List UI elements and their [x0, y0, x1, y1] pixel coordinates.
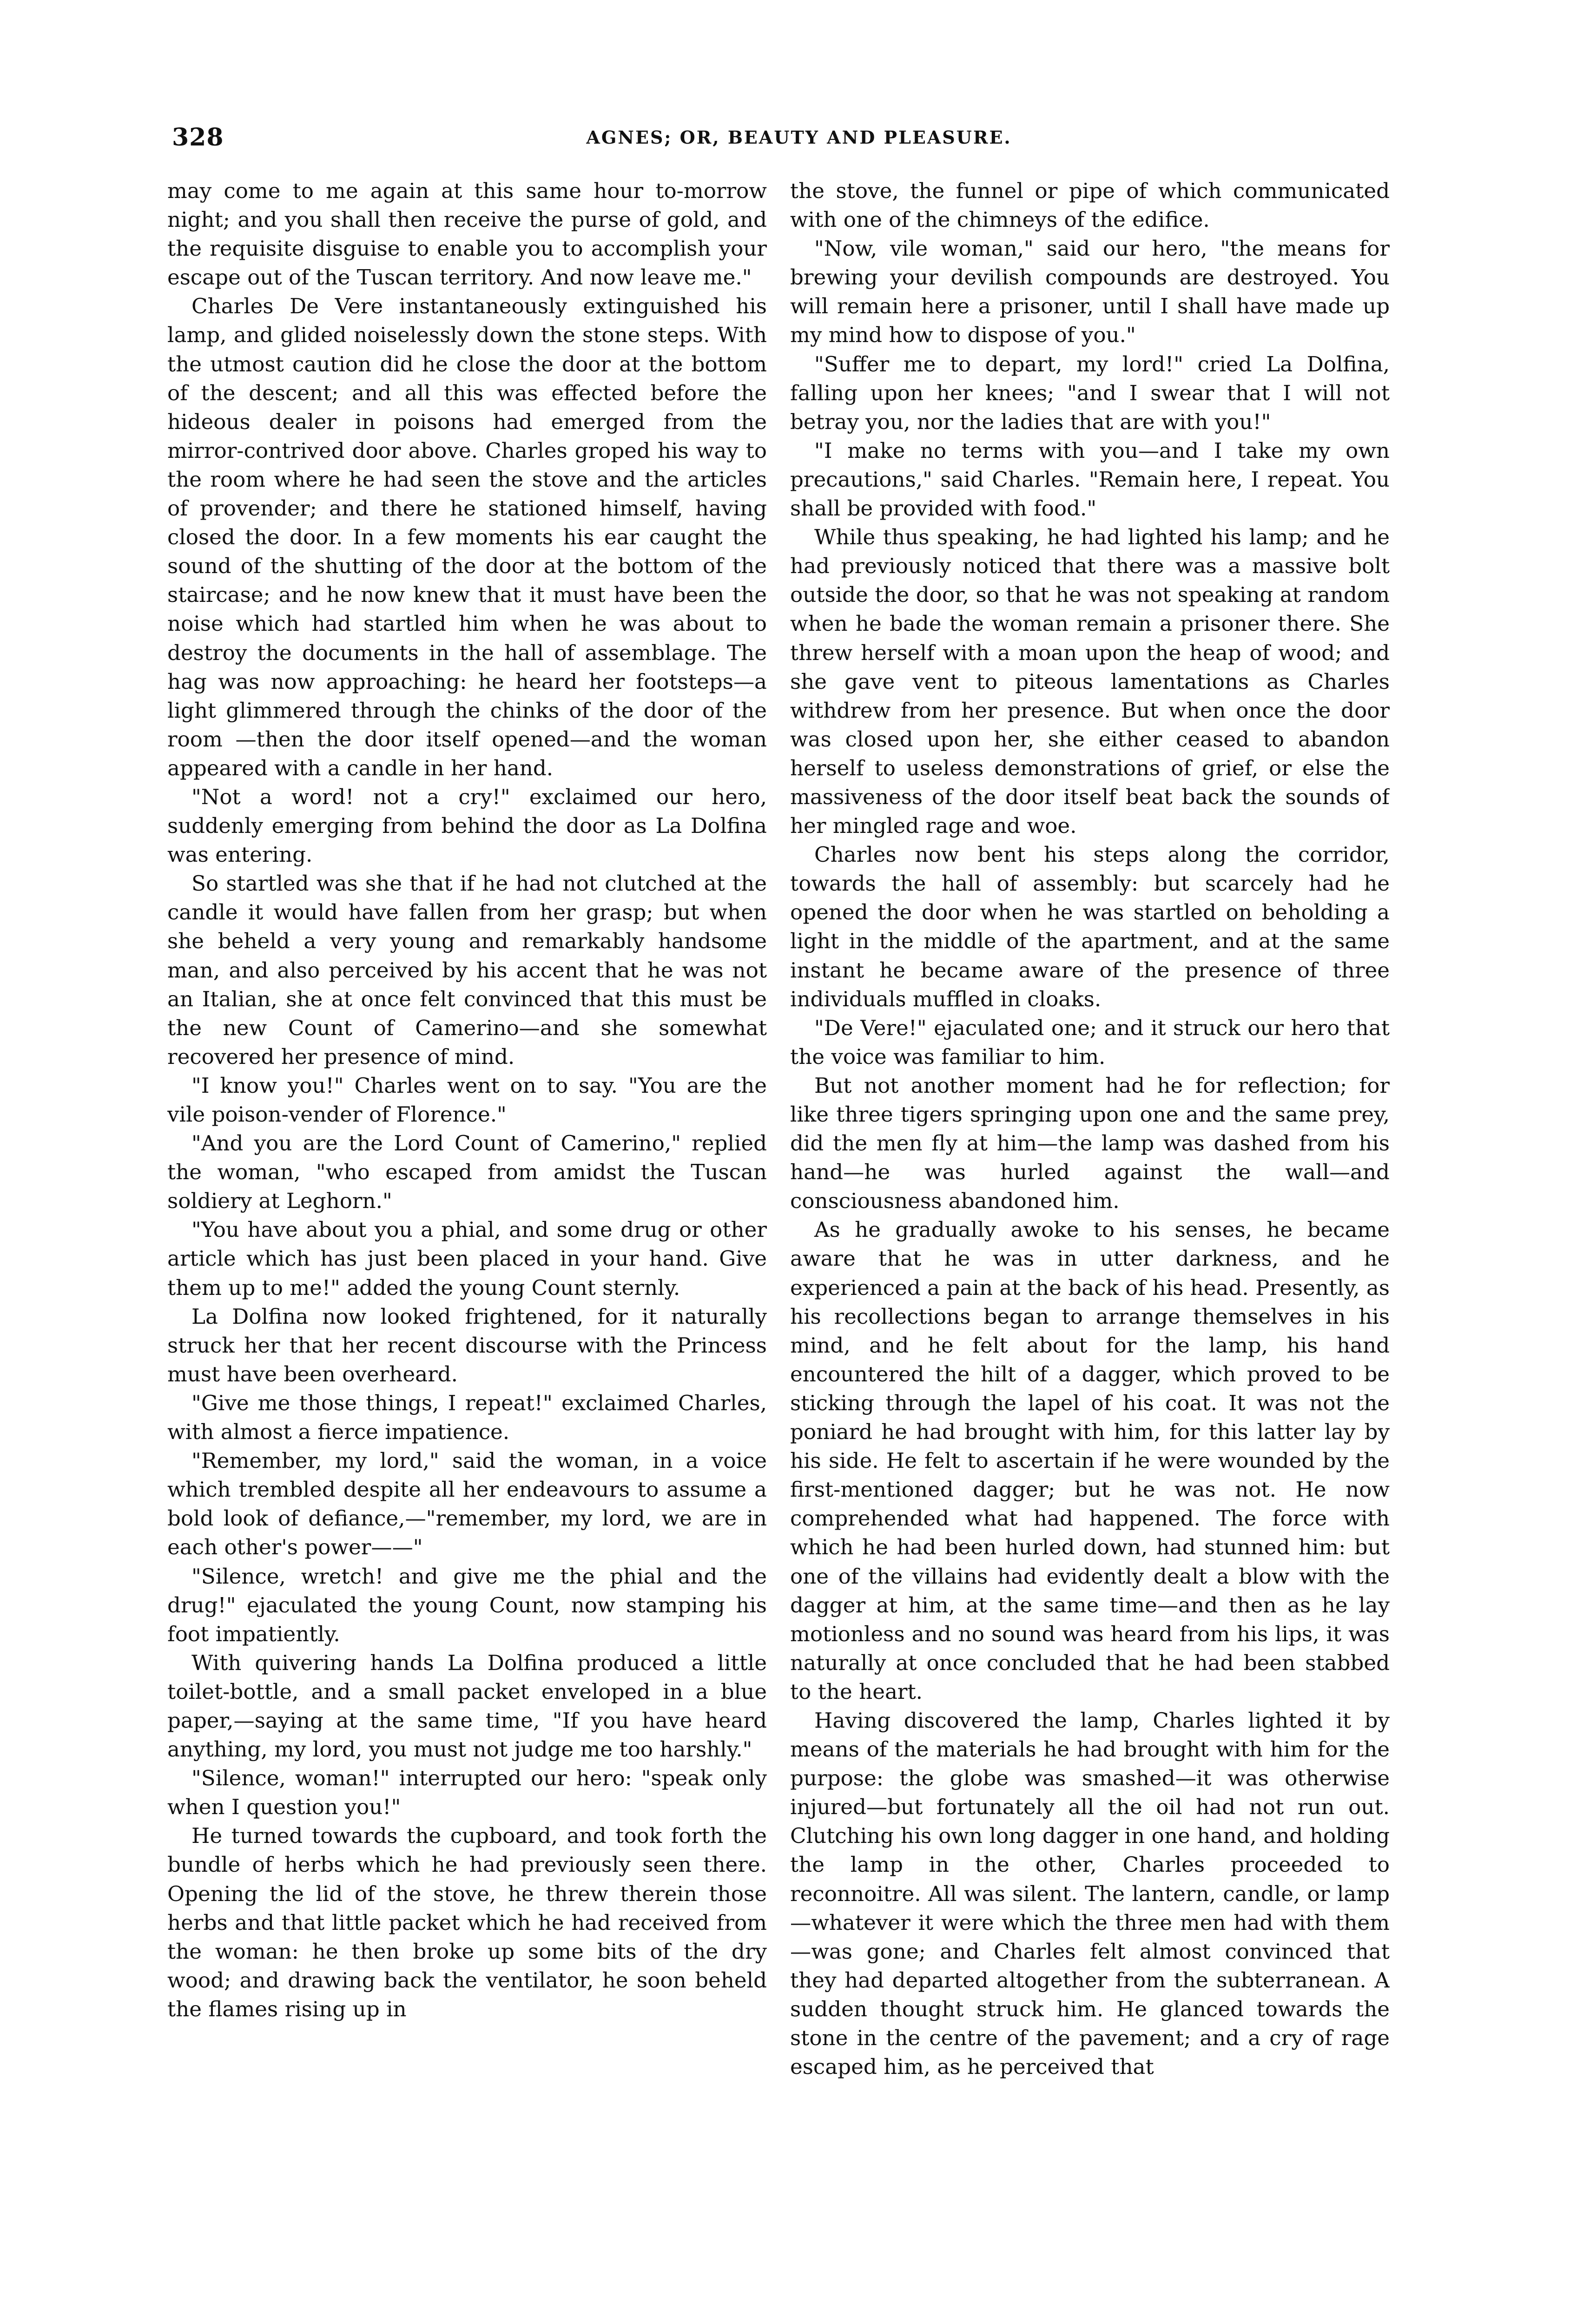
- paragraph: "I make no terms with you—and I take my own precautions," said Charles. "Remain here, I repeat. You shall be provided with food.": [790, 438, 1390, 521]
- paragraph: "Silence, wretch! and give me the phial and the drug!" ejaculated the young Count, now stamping his foot impatiently.: [167, 1564, 767, 1646]
- paragraph: "You have about you a phial, and some drug or other article which has just been placed in your hand. Give them up to me!" added the young Count sternly.: [167, 1217, 767, 1300]
- paragraph: "Not a word! not a cry!" exclaimed our hero, suddenly emerging from behind the door as La Dolfina was entering.: [167, 784, 767, 867]
- paragraph: "And you are the Lord Count of Camerino," replied the woman, "who escaped from amidst the Tuscan soldiery at Leghorn.": [167, 1131, 767, 1214]
- right-column: [790, 177, 1390, 2315]
- paragraph: "I know you!" Charles went on to say. "You are the vile poison-vender of Florence.": [167, 1073, 767, 1127]
- paragraph: While thus speaking, he had lighted his lamp; and he had previously noticed that there was a massive bolt outside the door, so that he was not speaking at random when he bade the woman remain a prisoner there. She threw herself with a moan upon the heap of wood; and she gave vent to piteous lamentations as Charles withdrew from her presence. But when once the door was closed upon her, she either ceased to abandon herself to useless demonstrations of grief, or else the massiveness of the door itself beat back the sounds of her mingled rage and woe.: [790, 525, 1390, 838]
- paragraph: So startled was she that if he had not clutched at the candle it would have fallen from her grasp; but when she beheld a very young and remarkably handsome man, and also perceived by his accent that he was not an Italian, she at once felt convinced that this must be the new Count of Camerino—and she somewhat recovered her presence of mind.: [167, 871, 767, 1069]
- paragraph: "De Vere!" ejaculated one; and it struck our hero that the voice was familiar to him.: [790, 1015, 1390, 1069]
- paragraph: "Now, vile woman," said our hero, "the means for brewing your devilish compounds are destroyed. You will remain here a prisoner, until I shall have made up my mind how to dispose of you.": [790, 236, 1390, 348]
- paragraph: may come to me again at this same hour to-morrow night; and you shall then receive the purse of gold, and the requisite disguise to enable you to accomplish your escape out of the Tuscan territory. And now leave me.": [167, 178, 767, 290]
- paragraph: Having discovered the lamp, Charles lighted it by means of the materials he had brought with him for the purpose: the globe was smashed—it was otherwise injured—but fortunately all the oil had not run out. Clutching his own long dagger in one hand, and holding the lamp in the other, Charles proceeded to reconnoitre. All was silent. The lantern, candle, or lamp—whatever it were which the three men had with them—was gone; and Charles felt almost convinced that they had departed altogether from the subterranean. A sudden thought struck him. He glanced towards the stone in the centre of the pavement; and a cry of rage escaped him, as he perceived that: [790, 1708, 1390, 2080]
- paragraph: "Suffer me to depart, my lord!" cried La Dolfina, falling upon her knees; "and I swear that I will not betray you, nor the ladies that are with you!": [790, 351, 1390, 434]
- page-header: [167, 123, 1431, 160]
- paragraph: Charles De Vere instantaneously extinguished his lamp, and glided noiselessly down the stone steps. With the utmost caution did he close the door at the bottom of the descent; and all this was effected before the hideous dealer in poisons had emerged from the mirror-contrived door above. Charles groped his way to the room where he had seen the stove and the articles of provender; and there he stationed himself, having closed the door. In a few moments his ear caught the sound of the shutting of the door at the bottom of the staircase; and he now knew that it must have been the noise which had startled him when he was about to destroy the documents in the hall of assemblage. The hag was now approaching: he heard her footsteps—a light glimmered through the chinks of the door of the room —then the door itself opened—and the woman appeared with a candle in her hand.: [167, 294, 767, 780]
- paragraph: He turned towards the cupboard, and took forth the bundle of herbs which he had previously seen there. Opening the lid of the stove, he threw therein those herbs and that little packet which he had received from the woman: he then broke up some bits of the dry wood; and drawing back the ventilator, he soon beheld the flames rising up in: [167, 1823, 767, 2021]
- running-title: AGNES; OR, BEAUTY AND PLEASURE.: [586, 127, 1012, 148]
- paragraph: As he gradually awoke to his senses, he became aware that he was in utter darkness, and he experienced a pain at the back of his head. Presently, as his recollections began to arrange themselves in his mind, and he felt about for the lamp, his hand encountered the hilt of a dagger, which proved to be sticking through the lapel of his coat. It was not the poniard he had brought with him, for this latter lay by his side. He felt to ascertain if he were wounded by the first-mentioned dagger; but he was not. He now comprehended what had happened. The force with which he had been hurled down, had stunned him: but one of the villains had evidently dealt a blow with the dagger at him, at the same time—and then as he lay motionless and no sound was heard from his lips, it was naturally at once concluded that he had been stabbed to the heart.: [790, 1217, 1390, 1704]
- paragraph: With quivering hands La Dolfina produced a little toilet-bottle, and a small packet enveloped in a blue paper,—saying at the same time, "If you have heard anything, my lord, you must not judge me too harshly.": [167, 1650, 767, 1762]
- paragraph: Charles now bent his steps along the corridor, towards the hall of assembly: but scarcely had he opened the door when he was startled on beholding a light in the middle of the apartment, and at the same instant he became aware of the presence of three individuals muffled in cloaks.: [790, 842, 1390, 1011]
- paragraph: the stove, the funnel or pipe of which communicated with one of the chimneys of the edifice.: [790, 178, 1390, 232]
- paragraph: "Give me those things, I repeat!" exclaimed Charles, with almost a fierce impatience.: [167, 1390, 767, 1445]
- page-number: 328: [172, 123, 224, 152]
- left-column: [167, 177, 767, 2315]
- paragraph: "Silence, woman!" interrupted our hero: "speak only when I question you!": [167, 1766, 767, 1820]
- paragraph: La Dolfina now looked frightened, for it naturally struck her that her recent discourse with the Princess must have been overheard.: [167, 1304, 767, 1386]
- paragraph: "Remember, my lord," said the woman, in a voice which trembled despite all her endeavours to assume a bold look of defiance,—"remember, my lord, we are in each other's power——": [167, 1448, 767, 1560]
- paragraph: But not another moment had he for reflection; for like three tigers springing upon one and the same prey, did the men fly at him—the lamp was dashed from his hand—he was hurled against the wall—and consciousness abandoned him.: [790, 1073, 1390, 1214]
